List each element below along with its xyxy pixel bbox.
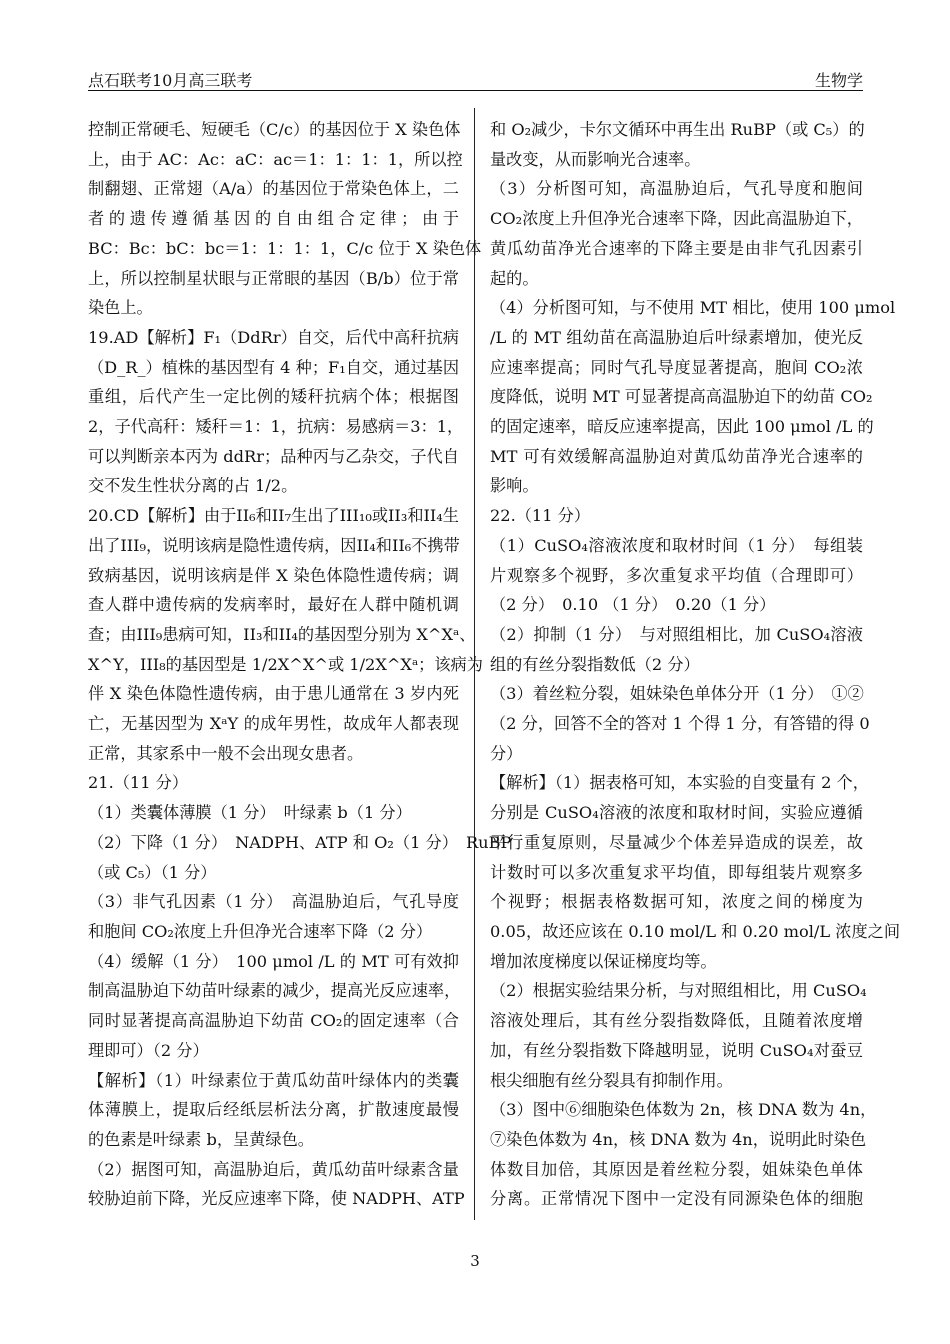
text-line: 染色上。 [88, 298, 153, 318]
page-header [88, 62, 863, 92]
text-line: 计数时可以多次重复求平均值，即每组装片观察多 [490, 862, 863, 882]
text-line: （2 分） 0.10 （1 分） 0.20（1 分） [490, 595, 776, 615]
text-line: 查人群中遗传病的发病率时，最好在人群中随机调 [88, 595, 459, 615]
text-line: 分） [490, 743, 523, 763]
text-line: （4）分析图可知，与不使用 MT 相比，使用 100 μmol [490, 298, 896, 318]
text-line: 分离。正常情况下图中一定没有同源染色体的细胞 [490, 1189, 863, 1209]
text-line: （3）着丝粒分裂，姐妹染色单体分开（1 分） ①② [490, 684, 864, 704]
text-line: （2）根据实验结果分析，与对照组相比，用 CuSO₄ [490, 981, 867, 1001]
text-line: 度降低，说明 MT 可显著提高高温胁迫下的幼苗 CO₂ [490, 387, 873, 407]
text-line: 个视野；根据表格数据可知，浓度之间的梯度为 [490, 892, 863, 912]
text-line: X^Y，III₈的基因型是 1/2X^X^或 1/2X^Xᵃ；该病为 [88, 654, 483, 674]
text-line: 的固定速率，暗反应速率提高，因此 100 μmol /L 的 [490, 417, 874, 437]
text-line: 0.05，故还应该在 0.10 mol/L 和 0.20 mol/L 浓度之间 [490, 921, 901, 941]
right-column [490, 115, 901, 1214]
text-line: 平行重复原则，尽量减少个体差异造成的误差，故 [490, 832, 863, 852]
text-line: 片观察多个视野，多次重复求平均值（合理即可） [490, 565, 863, 585]
text-line: ⑦染色体数为 4n，核 DNA 数为 4n，说明此时染色 [490, 1129, 867, 1149]
header-subject: 生物学 [814, 71, 863, 90]
text-line: （1）类囊体薄膜（1 分） 叶绿素 b（1 分） [88, 803, 412, 823]
text-line: 21.（11 分） [88, 773, 189, 793]
text-line: 增加浓度梯度以保证梯度均等。 [490, 951, 717, 971]
text-line: 查；由III₉患病可知，II₃和II₄的基因型分别为 X^Xᵃ、 [88, 624, 476, 644]
text-line: 2，子代高秆：矮秆＝1：1，抗病：易感病＝3：1， [88, 417, 464, 437]
text-line: /L 的 MT 组幼苗在高温胁迫后叶绿素增加，使光反 [490, 327, 863, 347]
text-line: 【解析】（1）叶绿素位于黄瓜幼苗叶绿体内的类囊 [88, 1070, 459, 1090]
text-line: MT 可有效缓解高温胁迫对黄瓜幼苗净光合速率的 [490, 446, 863, 466]
text-line: （4）缓解（1 分） 100 μmol /L 的 MT 可有效抑 [88, 951, 459, 971]
text-line: （或 C₅）（1 分） [88, 862, 217, 882]
left-column [88, 115, 512, 1214]
text-line: 出了III₉，说明该病是隐性遗传病，因II₄和II₆不携带 [88, 535, 460, 555]
text-line: 【解析】（1）据表格可知，本实验的自变量有 2 个， [490, 773, 869, 793]
text-line: 22.（11 分） [490, 506, 591, 526]
text-line: 较胁迫前下降，光反应速率下降，使 NADPH、ATP [88, 1189, 465, 1209]
text-line: 控制正常硬毛、短硬毛（C/c）的基因位于 X 染色体 [88, 120, 461, 139]
text-line: 分别是 CuSO₄溶液的浓度和取材时间，实验应遵循 [490, 803, 863, 823]
text-line: 理即可）（2 分） [88, 1040, 209, 1060]
text-line: （2 分，回答不全的答对 1 个得 1 分，有答错的得 0 [490, 714, 870, 734]
text-line: 重组，后代产生一定比例的矮秆抗病个体；根据图 [88, 387, 459, 407]
text-line: 制翻翅、正常翅（A/a）的基因位于常染色体上，二 [88, 179, 459, 199]
text-line: 正常，其家系中一般不会出现女患者。 [88, 743, 364, 763]
text-line: （2）据图可知，高温胁迫后，黄瓜幼苗叶绿素含量 [88, 1159, 459, 1179]
text-line: 同时显著提高高温胁迫下幼苗 CO₂的固定速率（合 [88, 1011, 459, 1031]
text-line: 上，由于 AC：Ac：aC：ac＝1：1：1：1，所以控 [88, 149, 463, 169]
text-line: 溶液处理后，其有丝分裂指数降低，且随着浓度增 [490, 1011, 863, 1031]
text-line: 上，所以控制星状眼与正常眼的基因（B/b）位于常 [88, 268, 459, 288]
text-line: 起的。 [490, 268, 539, 288]
text-line: 和 O₂减少，卡尔文循环中再生出 RuBP（或 C₅）的 [490, 120, 865, 139]
text-line: 影响。 [490, 476, 539, 496]
text-line: CO₂浓度上升但净光合速率下降，因此高温胁迫下， [490, 209, 863, 229]
text-line: 交不发生性状分离的占 1/2。 [88, 476, 298, 496]
text-line: （2）下降（1 分） NADPH、ATP 和 O₂（1 分） RuBP [88, 832, 512, 852]
text-line: 的色素是叶绿素 b，呈黄绿色。 [88, 1129, 314, 1149]
page-number: 3 [470, 1252, 480, 1270]
header-rule [88, 90, 863, 91]
header-exam-title: 点石联考10月高三联考 [88, 71, 253, 90]
text-line: 根尖细胞有丝分裂具有抑制作用。 [490, 1070, 733, 1090]
text-line: （3）图中⑥细胞染色体数为 2n，核 DNA 数为 4n， [490, 1100, 877, 1120]
text-line: 伴 X 染色体隐性遗传病，由于患儿通常在 3 岁内死 [88, 684, 459, 704]
text-line: 体数目加倍，其原因是着丝粒分裂，姐妹染色单体 [490, 1159, 863, 1179]
text-line: 组的有丝分裂指数低（2 分） [490, 654, 700, 674]
text-line: 体薄膜上，提取后经纸层析法分离，扩散速度最慢 [88, 1100, 459, 1120]
text-line: 黄瓜幼苗净光合速率的下降主要是由非气孔因素引 [490, 238, 863, 258]
text-line: （2）抑制（1 分） 与对照组相比，加 CuSO₄溶液 [490, 624, 863, 644]
text-line: 19.AD【解析】F₁（DdRr）自交，后代中高秆抗病 [88, 327, 459, 347]
text-line: BC：Bc：bC：bc＝1：1：1：1，C/c 位于 X 染色体 [88, 238, 482, 258]
text-line: 应速率提高；同时气孔导度显著提高，胞间 CO₂浓 [490, 357, 863, 377]
text-line: （3）非气孔因素（1 分） 高温胁迫后，气孔导度 [88, 892, 459, 912]
text-line: 量改变，从而影响光合速率。 [490, 149, 701, 169]
text-line: 20.CD【解析】由于II₆和II₇生出了III₁₀或II₃和II₄生 [88, 506, 459, 526]
text-line: 和胞间 CO₂浓度上升但净光合速率下降（2 分） [88, 921, 433, 941]
text-line: 亡，无基因型为 XᵃY 的成年男性，故成年人都表现 [88, 714, 459, 734]
text-line: 制高温胁迫下幼苗叶绿素的减少，提高光反应速率， [88, 981, 461, 1001]
text-line: 可以判断亲本丙为 ddRr；品种丙与乙杂交，子代自 [88, 446, 459, 466]
text-line: 者的遗传遵循基因的自由组合定律；由于 [88, 209, 459, 229]
text-line: （D_R_）植株的基因型有 4 种；F₁自交，通过基因 [88, 357, 460, 377]
text-line: 致病基因，说明该病是伴 X 染色体隐性遗传病；调 [88, 565, 459, 585]
text-line: （3）分析图可知，高温胁迫后，气孔导度和胞间 [490, 179, 863, 199]
text-line: （1）CuSO₄溶液浓度和取材时间（1 分） 每组装 [490, 535, 863, 555]
text-line: 加，有丝分裂指数下降越明显，说明 CuSO₄对蚕豆 [490, 1040, 863, 1060]
